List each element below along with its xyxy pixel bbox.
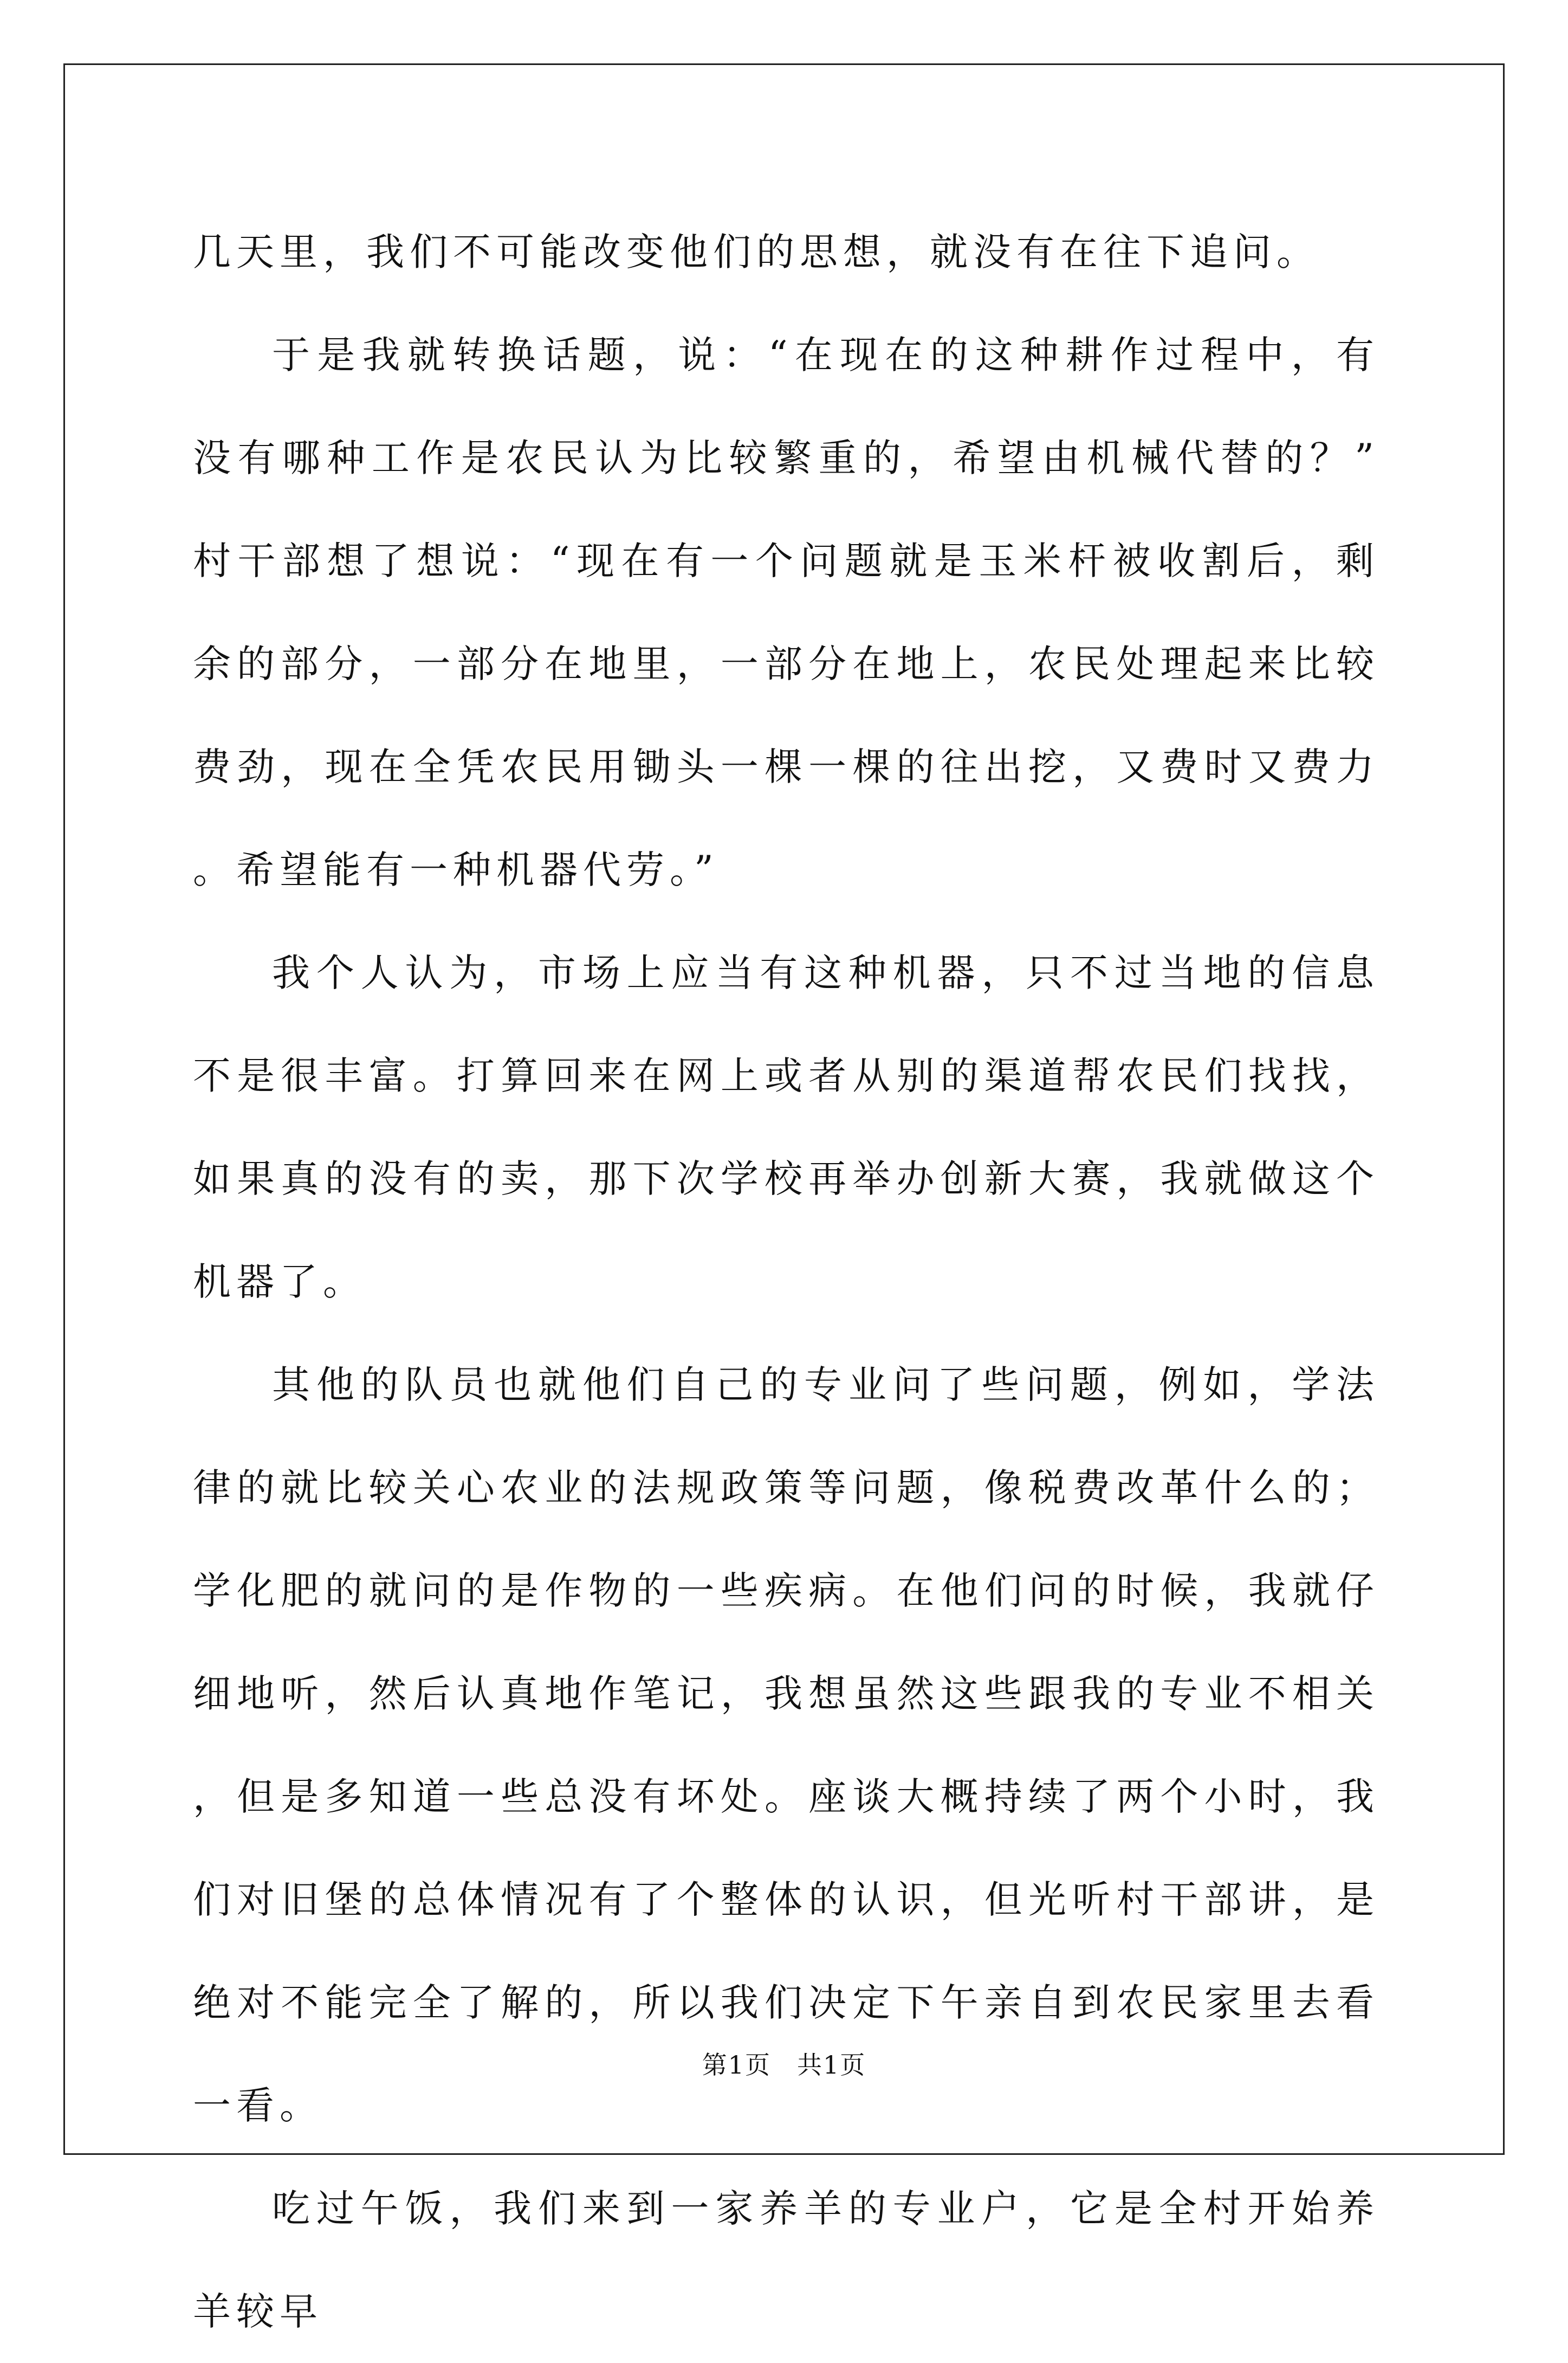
paragraph: 吃过午饭，我们来到一家养羊的专业户，它是全村开始养羊较早 bbox=[193, 2186, 1379, 2334]
page-footer bbox=[0, 2049, 1568, 2081]
page-number: 第1页 共1页 bbox=[702, 2050, 866, 2080]
paragraph: 其他的队员也就他们自己的专业问了些问题，例如，学法律的就比较关心农业的法规政策等问题，像税费改革什么的；学化肥的就问的是作物的一些疾病。在他们问的时候，我就仔细地听，然后认真地作笔记，我想虽然这些跟我的专业不相关，但是多知道一些总没有坏处。座谈大概持续了两个小时，我们对旧堡的总体情况有了个整体的认识，但光听村干部讲，是绝对不能完全了解的，所以我们决定下午亲自到农民家里去看一看。 bbox=[193, 1363, 1379, 2128]
paragraph: 我个人认为，市场上应当有这种机器，只不过当地的信息不是很丰富。打算回来在网上或者从别的渠道帮农民们找找，如果真的没有的卖，那下次学校再举办创新大赛，我就做这个机器了。 bbox=[193, 951, 1379, 1304]
paragraph: 几天里，我们不可能改变他们的思想，就没有在往下追问。 bbox=[193, 230, 1320, 274]
paragraph: 于是我就转换话题，说：“在现在的这种耕作过程中，有没有哪种工作是农民认为比较繁重的，希望由机械代替的？”村干部想了想说：“现在有一个问题就是玉米杆被收割后，剩余的部分，一部分在地里，一部分在地上，农民处理起来比较费劲，现在全凭农民用锄头一棵一棵的往出挖，又费时又费力。希望能有一种机器代劳。” bbox=[193, 333, 1379, 892]
document-body bbox=[193, 201, 1379, 2363]
